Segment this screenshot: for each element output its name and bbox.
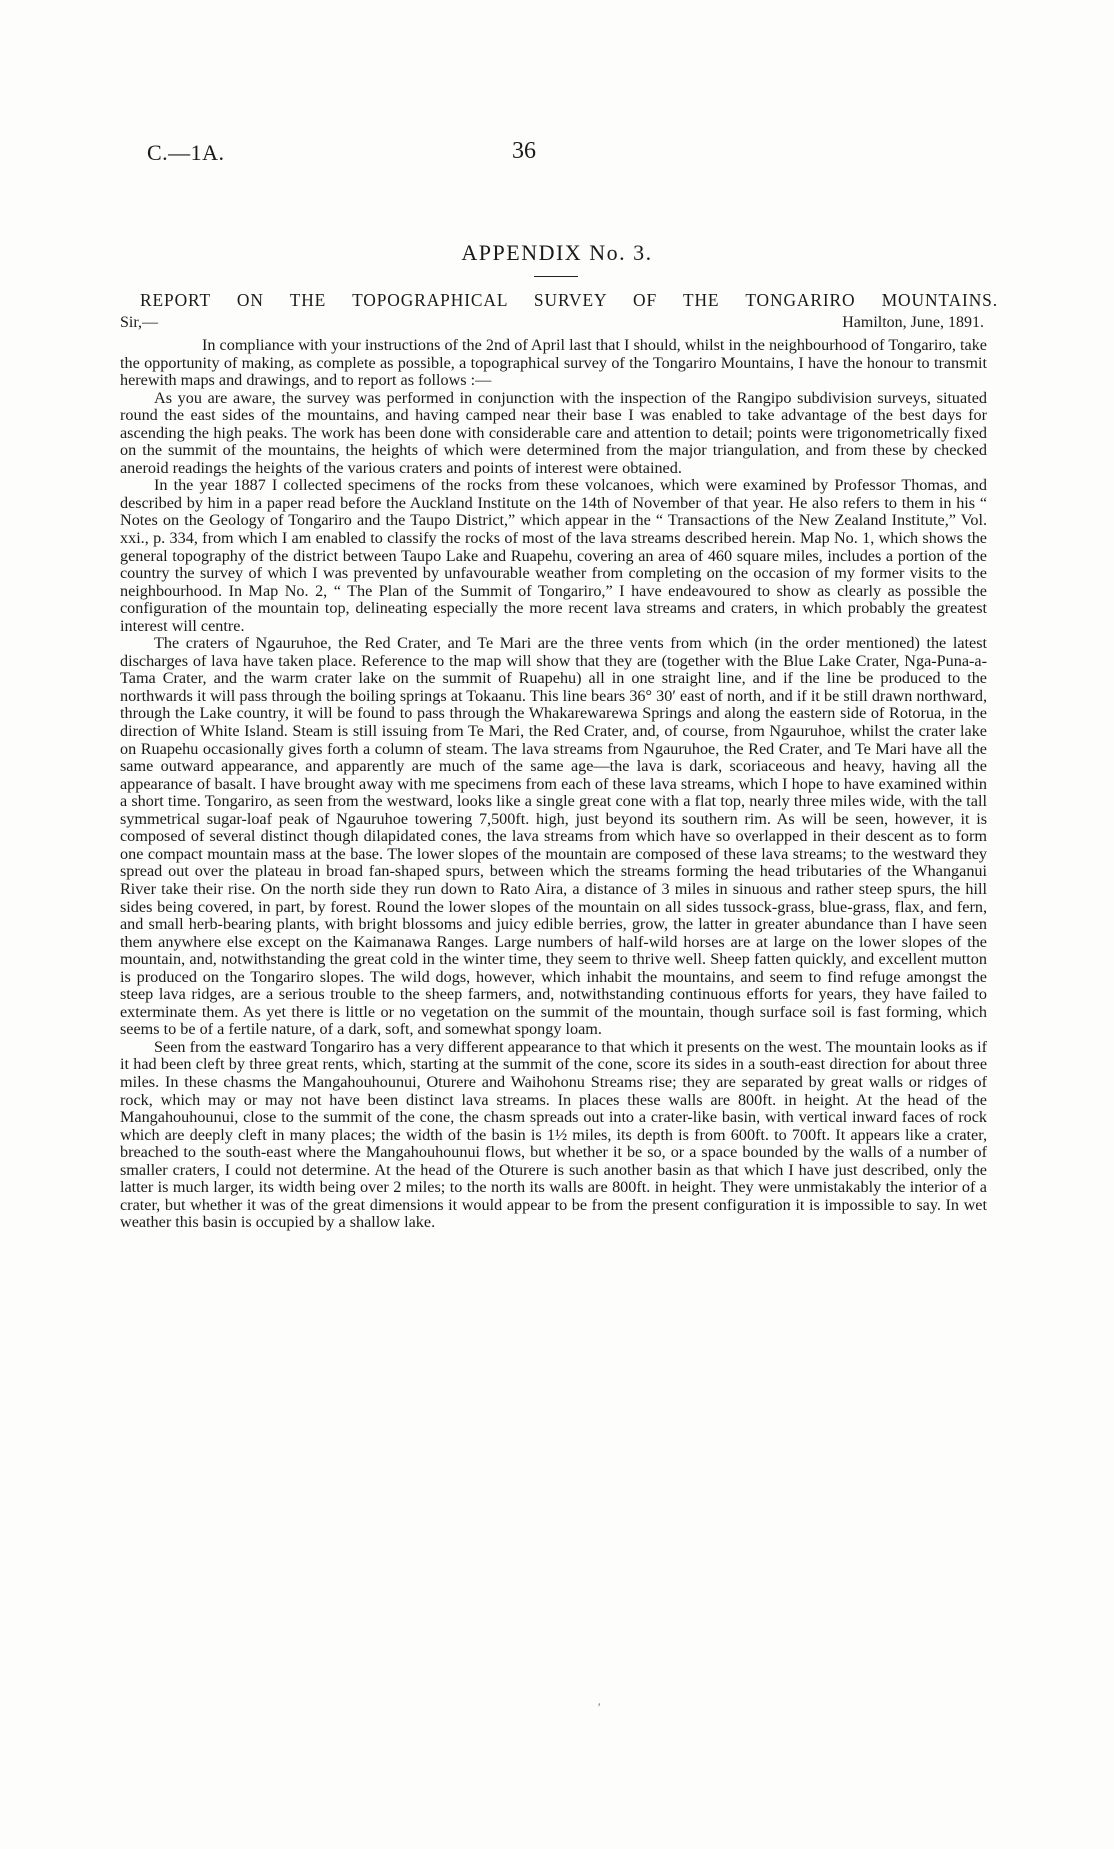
report-reference: C.—1A. bbox=[147, 140, 225, 165]
report-title: REPORT ON THE TOPOGRAPHICAL SURVEY OF THE TONGARIRO MOUNTAINS. bbox=[140, 290, 998, 310]
place-date: Hamilton, June, 1891. bbox=[842, 314, 984, 331]
title-divider bbox=[534, 276, 578, 277]
report-body bbox=[120, 337, 987, 1232]
paragraph: The craters of Ngauruhoe, the Red Crater, and Te Mari are the three vents from which (in the order mentioned) the latest discharges of lava have taken place. Reference to the map will show that they are (together with the Blue Lake Crater, Nga-Puna-a-Tama Crater, and the warm crater lake on the summit of Ruapehu) all in one straight line, and if the line be produced to the northwards it will pass through the boiling springs at Tokaanu. This line bears 36° 30′ east of north, and if it be still drawn northward, through the Lake country, it will be found to pass through the Whakarewarewa Springs and along the eastern side of Rotorua, in the direction of White Island. Steam is still issuing from Te Mari, the Red Crater, and, of course, from Ngauruhoe, whilst the crater lake on Ruapehu occasionally gives forth a column of steam. The lava streams from Ngauruhoe, the Red Crater, and Te Mari have all the same outward appearance, and apparently are much of the same age—the lava is dark, scoriaceous and heavy, having all the appearance of basalt. I have brought away with me specimens from each of these lava streams, which I hope to have examined within a short time. Tongariro, as seen from the westward, looks like a single great cone with a flat top, nearly three miles wide, with the tall symmetrical sugar-loaf peak of Ngauruhoe towering 7,500ft. high, just beyond its southern rim. As will be seen, however, it is composed of several distinct though dilapidated cones, the lava streams from which have so overlapped in their descent as to form one compact mountain mass at the base. The lower slopes of the mountain are composed of these lava streams; to the westward they spread out over the plateau in broad fan-shaped spurs, between which the streams forming the head tributaries of the Whanganui River take their rise. On the north side they run down to Rato Aira, a distance of 3 miles in sinuous and rather steep spurs, the hill sides being covered, in part, by forest. Round the lower slopes of the mountain on all sides tussock-grass, blue-grass, flax, and fern, and small herb-bearing plants, with bright blossoms and juicy edible berries, grow, the latter in greater abundance than I have seen them anywhere else except on the Kaimanawa Ranges. Large numbers of half-wild horses are at large on the lower slopes of the mountain, and, notwithstanding the great cold in the winter time, they seem to thrive well. Sheep fatten quickly, and excellent mutton is produced on the Tongariro slopes. The wild dogs, however, which inhabit the mountains, and seem to find refuge amongst the steep lava ridges, are a serious trouble to the sheep farmers, and, notwithstanding continuous efforts for years, they have failed to exterminate them. As yet there is little or no vegetation on the summit of the mountain, though surface soil is fast forming, which seems to be of a fertile nature, of a dark, soft, and somewhat spongy loam. bbox=[120, 634, 987, 1039]
paragraph: Seen from the eastward Tongariro has a very different appearance to that which it presents on the west. The mountain looks as if it had been cleft by three great rents, which, starting at the summit of the cone, score its sides in a south-east direction for about three miles. In these chasms the Mangahouhounui, Oturere and Waihohonu Streams rise; they are separated by great walls or ridges of rock, which may or may not have been distinct lava streams. In places these walls are 800ft. in height. At the head of the Mangahouhounui, close to the summit of the cone, the chasm spreads out into a crater-like basin, with vertical inward faces of rock which are deeply cleft in many places; the width of the basin is 1½ miles, its depth is from 600ft. to 700ft. It appears like a crater, breached to the south-east where the Mangahouhounui flows, but whether it be so, or a space bounded by the walls of a number of smaller craters, I could not determine. At the head of the Oturere is such another basin as that which I have just described, only the latter is much larger, its width being over 2 miles; to the north its walls are 800ft. in height. They were unmistakably the interior of a crater, but whether it was of the great dimensions it would appear to be from the present configuration it is impossible to say. In wet weather this basin is occupied by a shallow lake. bbox=[120, 1037, 987, 1232]
paragraph: In the year 1887 I collected specimens of the rocks from these volcanoes, which were examined by Professor Thomas, and described by him in a paper read before the Auckland Institute on the 14th of November of that year. He also refers to them in his “ Notes on the Geology of Tongariro and the Taupo District,” which appear in the “ Transactions of the New Zealand Institute,” Vol. xxi., p. 334, from which I am enabled to classify the rocks of most of the lava streams described herein. Map No. 1, which shows the general topography of the district between Taupo Lake and Ruapehu, covering an area of 460 square miles, includes a portion of the country the survey of which I was prevented by unfavourable weather from completing on the occasion of my former visits to the neighbourhood. In Map No. 2, “ The Plan of the Summit of Tongariro,” I have endeavoured to show as clearly as possible the configuration of the mountain top, delineating especially the more recent lava streams and craters, in which probably the greatest interest will centre. bbox=[120, 476, 987, 635]
paragraph: As you are aware, the survey was performed in conjunction with the inspection of the Rangipo subdivision surveys, situated round the east sides of the mountains, and having camped near their base I was enabled to take advantage of the best days for ascending the high peaks. The work has been done with considerable care and attention to detail; points were trigonometrically fixed on the summit of the mountains, the heights of which were determined from the major triangulation, and from these by checked aneroid readings the heights of the various craters and points of interest were obtained. bbox=[120, 388, 987, 477]
page-mark: ′ bbox=[598, 1700, 601, 1714]
salutation: Sir,— bbox=[120, 314, 159, 331]
paragraph: In compliance with your instructions of the 2nd of April last that I should, whilst in the neighbourhood of Tongariro, take the opportunity of making, as complete as possible, a topographical survey of the Tongariro Mountains, I have the honour to transmit herewith maps and drawings, and to report as follows :— bbox=[120, 336, 987, 390]
salutation-row bbox=[120, 314, 984, 336]
page-number: 36 bbox=[512, 138, 536, 164]
appendix-title: APPENDIX No. 3. bbox=[461, 240, 653, 265]
